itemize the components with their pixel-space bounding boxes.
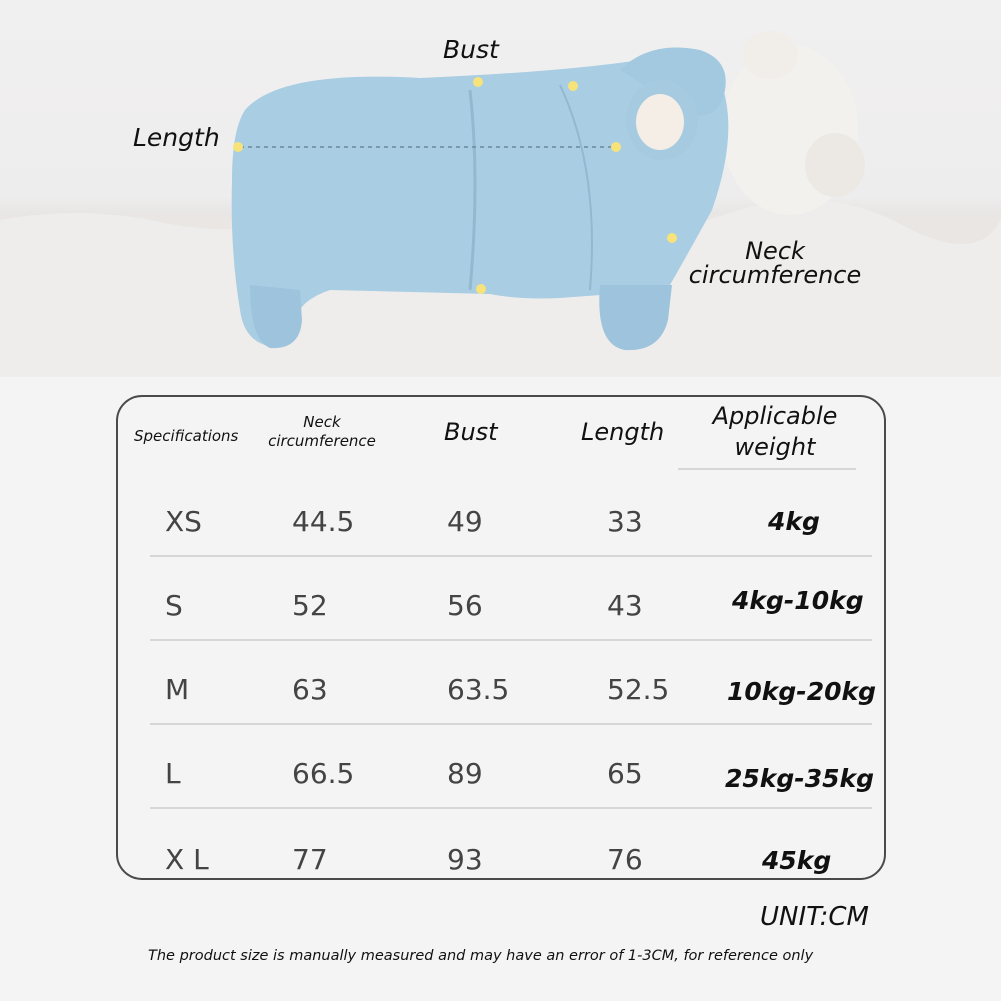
measurement-note: The product size is manually measured and may have an error of 1-3CM, for reference only: [148, 948, 814, 964]
cell-length: 76: [607, 843, 643, 876]
cell-weight: 25kg-35kg: [725, 764, 874, 793]
unit-label: UNIT:CM: [760, 902, 869, 932]
cell-neck: 52: [292, 589, 328, 622]
header-applicable-weight: [700, 401, 850, 463]
cell-weight: 4kg: [768, 507, 820, 536]
row-divider: [150, 639, 872, 641]
length-callout: Length: [133, 123, 220, 152]
cell-weight: 45kg: [762, 846, 832, 875]
header-neck: [262, 413, 382, 451]
cell-bust: 49: [447, 505, 483, 538]
product-photo: [0, 0, 1001, 377]
cell-length: 52.5: [607, 673, 670, 706]
row-divider: [150, 555, 872, 557]
header-specifications: Specifications: [134, 427, 239, 445]
dog-in-bathrobe-illustration: [0, 0, 1001, 377]
cell-length: 33: [607, 505, 643, 538]
neck-marker: [667, 233, 677, 243]
cell-weight: 4kg-10kg: [732, 586, 864, 615]
length-start-marker: [233, 142, 243, 152]
neck-callout-line1: Neck: [745, 237, 805, 265]
header-bust: Bust: [444, 418, 498, 446]
cell-bust: 56: [447, 589, 483, 622]
cell-length: 43: [607, 589, 643, 622]
cell-size: S: [165, 589, 183, 622]
cell-neck: 44.5: [292, 505, 355, 538]
cell-length: 65: [607, 757, 643, 790]
length-end-marker: [611, 142, 621, 152]
row-divider: [150, 807, 872, 809]
bust-callout: Bust: [443, 35, 499, 64]
bust-marker-2: [568, 81, 578, 91]
cell-size: XS: [165, 505, 202, 538]
cell-neck: 66.5: [292, 757, 355, 790]
cell-size: L: [165, 757, 181, 790]
cell-size: X L: [165, 843, 209, 876]
cell-neck: 77: [292, 843, 328, 876]
header-divider: [678, 468, 856, 470]
cell-bust: 89: [447, 757, 483, 790]
header-neck-line2: circumference: [268, 432, 376, 450]
bust-marker: [473, 77, 483, 87]
cell-bust: 63.5: [447, 673, 510, 706]
bottom-marker: [476, 284, 486, 294]
neck-callout-line2: circumference: [688, 261, 862, 289]
cell-bust: 93: [447, 843, 483, 876]
row-divider: [150, 723, 872, 725]
cell-size: M: [165, 673, 190, 706]
cell-neck: 63: [292, 673, 328, 706]
header-length: Length: [581, 418, 665, 446]
cell-weight: 10kg-20kg: [727, 677, 876, 706]
header-weight-line1: Applicable: [712, 402, 838, 430]
header-weight-line2: weight: [734, 433, 816, 461]
neck-callout: [686, 239, 864, 287]
header-neck-line1: Neck: [303, 413, 341, 431]
